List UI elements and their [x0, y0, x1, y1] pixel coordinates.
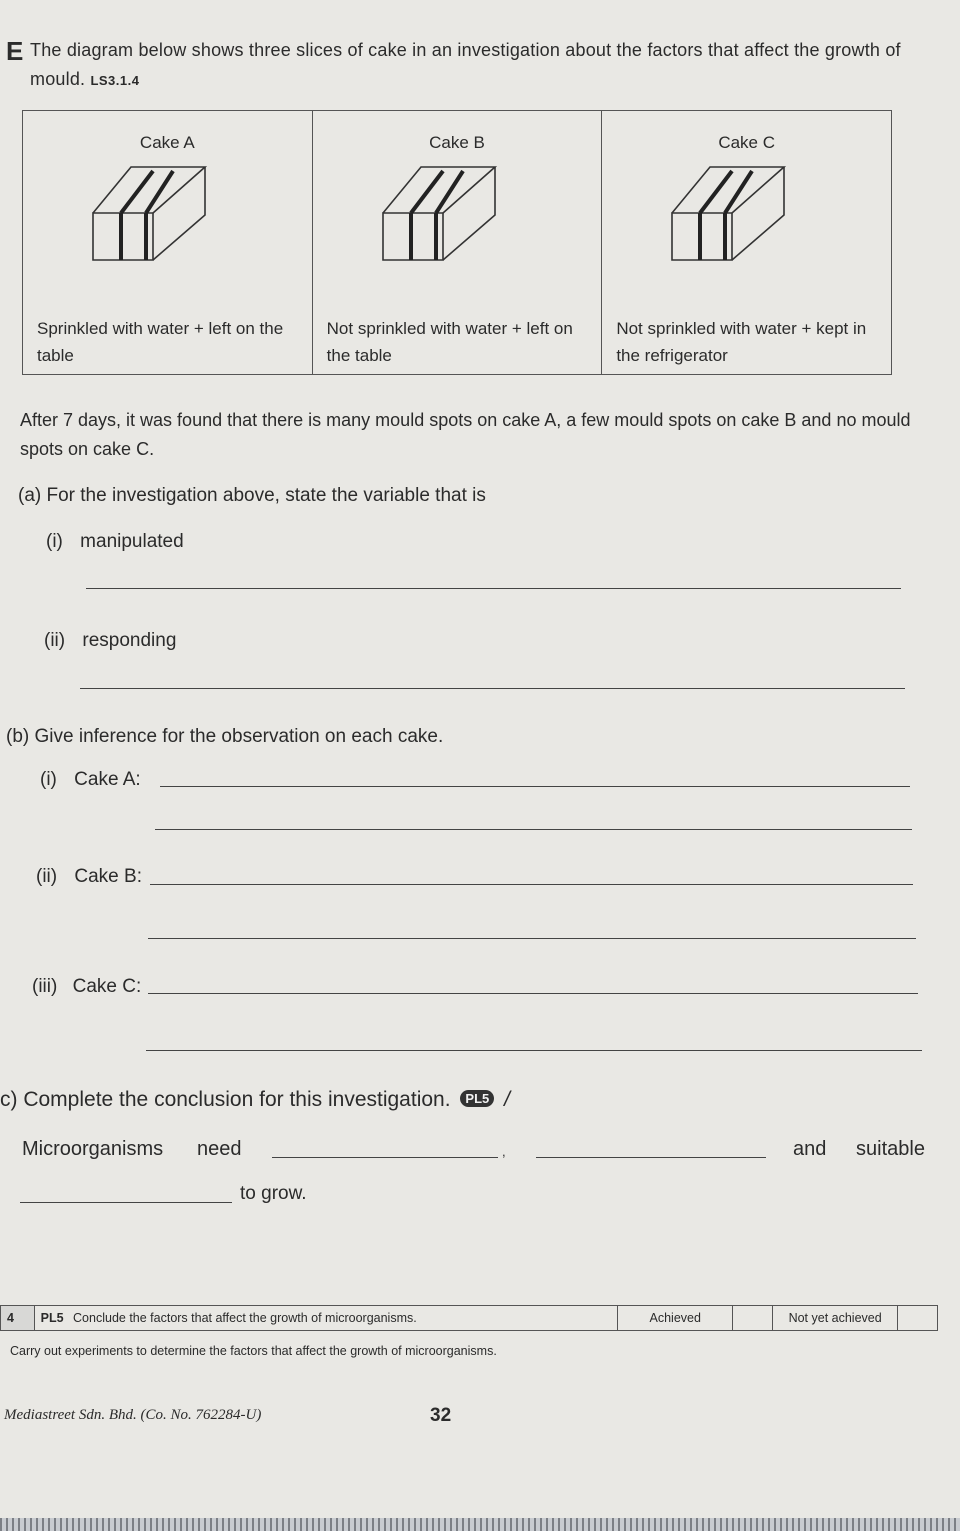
conclusion-and: and: [793, 1138, 827, 1160]
cake-a-cell: [23, 111, 313, 375]
answer-line-cake-c-2[interactable]: [146, 1050, 922, 1051]
tick-mark: /: [504, 1088, 510, 1111]
conclusion-blank-2[interactable]: [536, 1157, 766, 1158]
conclusion-end: to grow.: [240, 1183, 307, 1204]
cake-c-cell: [602, 111, 892, 375]
part-c-prompt-row: [0, 1088, 510, 1112]
cake-slice-icon: [91, 165, 211, 265]
pl-level: PL5: [40, 1311, 64, 1325]
answer-line-cake-a-2[interactable]: [155, 829, 912, 830]
pl-not-achieved-checkbox[interactable]: [898, 1306, 938, 1331]
conclusion-need: need: [197, 1138, 242, 1160]
answer-line-cake-a-1[interactable]: [160, 786, 910, 787]
part-b-prompt: (b) Give inference for the observation on each cake.: [6, 726, 444, 747]
item-number: (ii): [36, 866, 58, 887]
pl-number: 4: [1, 1306, 35, 1331]
answer-line-cake-c-1[interactable]: [148, 993, 918, 994]
part-c-prompt: c) Complete the conclusion for this investigation.: [0, 1088, 451, 1111]
intro-text: The diagram below shows three slices of cake in an investigation about the factors that affect the growth of mould.: [30, 40, 901, 89]
item-number: (i): [46, 531, 63, 552]
binding-strip: [0, 1518, 960, 1531]
cake-c-description: Not sprinkled with water + kept in the refrigerator: [616, 319, 867, 365]
conclusion-start: Microorganisms: [22, 1138, 164, 1160]
footnote: Carry out experiments to determine the factors that affect the growth of microorganisms.: [10, 1344, 497, 1358]
part-b-item-2: [36, 866, 142, 888]
cake-b-description: Not sprinkled with water + left on the table: [326, 319, 573, 365]
item-label: manipulated: [80, 531, 184, 552]
pl-descriptor-cell: [34, 1306, 618, 1331]
pl-achieved-checkbox[interactable]: [733, 1306, 773, 1331]
pl5-badge: PL5: [460, 1090, 494, 1107]
item-number: (iii): [32, 976, 58, 997]
item-number: (ii): [44, 630, 66, 651]
cake-a-description: Sprinkled with water + left on the table: [37, 319, 284, 365]
page-number: 32: [430, 1405, 452, 1426]
answer-line-cake-b-2[interactable]: [148, 938, 916, 939]
part-a-item-1: [46, 531, 184, 553]
cake-b-cell: [312, 111, 602, 375]
cake-slice-icon: [670, 165, 790, 265]
item-label: Cake C:: [72, 976, 142, 997]
part-a-item-2: [44, 630, 176, 652]
conclusion-blank-3[interactable]: [20, 1202, 232, 1203]
answer-line-responding[interactable]: [80, 688, 905, 689]
performance-level-table: [0, 1305, 938, 1331]
part-b-item-3: [32, 976, 141, 998]
part-a-prompt: (a) For the investigation above, state the variable that is: [18, 485, 486, 506]
question-letter: E: [6, 36, 24, 66]
cake-b-title: Cake B: [429, 133, 485, 152]
observation-text: After 7 days, it was found that there is many mould spots on cake A, a few mould spots on cake B and no mould spots on cake C.: [20, 410, 911, 459]
part-b-item-1: [40, 769, 141, 791]
answer-line-manipulated[interactable]: [86, 588, 901, 589]
cake-c-title: Cake C: [718, 133, 775, 152]
learning-standard-code: LS3.1.4: [90, 73, 140, 88]
cake-a-title: Cake A: [139, 133, 195, 152]
pl-achieved-label: Achieved: [618, 1306, 733, 1331]
item-number: (i): [40, 769, 57, 790]
pl-not-achieved-label: Not yet achieved: [772, 1306, 897, 1331]
conclusion-comma: ,: [502, 1144, 506, 1159]
item-label: Cake A:: [74, 769, 141, 790]
answer-line-cake-b-1[interactable]: [150, 884, 913, 885]
cake-diagram-table: [22, 110, 892, 375]
cake-slice-icon: [381, 165, 501, 265]
conclusion-blank-1[interactable]: [272, 1157, 498, 1158]
pl-descriptor: Conclude the factors that affect the growth of microorganisms.: [73, 1311, 417, 1325]
question-intro: [30, 36, 910, 95]
conclusion-suitable: suitable: [856, 1138, 925, 1160]
item-label: responding: [82, 630, 177, 651]
item-label: Cake B:: [74, 866, 142, 887]
publisher: Mediastreet Sdn. Bhd. (Co. No. 762284-U): [4, 1407, 262, 1423]
